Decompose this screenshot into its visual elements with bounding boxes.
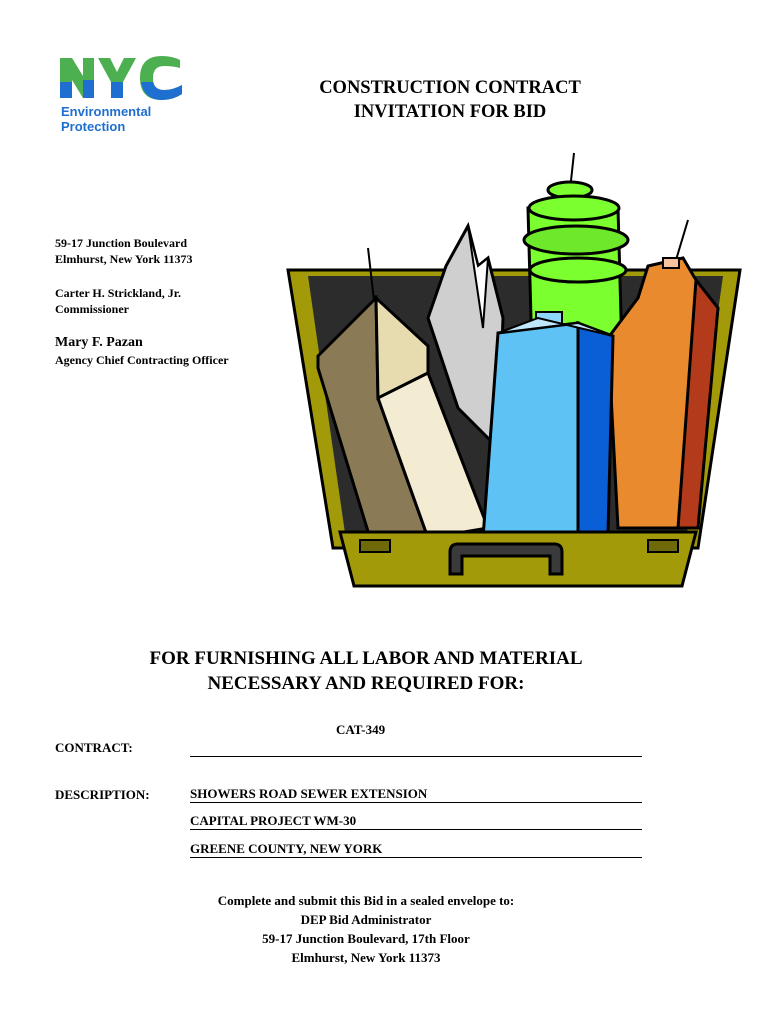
description-line-3: GREENE COUNTY, NEW YORK bbox=[190, 841, 642, 858]
address-block bbox=[55, 235, 193, 267]
blue-skyscraper bbox=[483, 312, 613, 538]
description-line-1: SHOWERS ROAD SEWER EXTENSION bbox=[190, 786, 642, 803]
description-label: DESCRIPTION: bbox=[55, 787, 150, 802]
submit-line-3: 59-17 Junction Boulevard, 17th Floor bbox=[262, 931, 470, 946]
contract-field-line bbox=[190, 740, 642, 757]
commissioner-block bbox=[55, 285, 181, 317]
commissioner-role: Commissioner bbox=[55, 302, 129, 316]
subtitle-line-2: NECESSARY AND REQUIRED FOR: bbox=[207, 673, 525, 694]
contract-number: CAT-349 bbox=[336, 722, 386, 737]
description-line-2: CAPITAL PROJECT WM-30 bbox=[190, 813, 642, 830]
suitcase-front bbox=[340, 532, 696, 586]
officer-role: Agency Chief Contracting Officer bbox=[55, 353, 229, 367]
submit-instructions bbox=[190, 891, 542, 967]
logo-text bbox=[61, 104, 151, 134]
title-line-1: CONSTRUCTION CONTRACT bbox=[319, 78, 581, 98]
submit-line-4: Elmhurst, New York 11373 bbox=[291, 950, 441, 965]
subtitle bbox=[110, 646, 622, 696]
submit-line-2: DEP Bid Administrator bbox=[300, 912, 432, 927]
nyc-logo-mark bbox=[60, 56, 182, 100]
title-line-2: INVITATION FOR BID bbox=[353, 102, 547, 122]
commissioner-name: Carter H. Strickland, Jr. bbox=[55, 286, 181, 300]
logo-line-2: Protection bbox=[61, 119, 126, 134]
officer-name: Mary F. Pazan bbox=[55, 335, 143, 350]
contract-label: CONTRACT: bbox=[55, 740, 133, 755]
subtitle-line-1: FOR FURNISHING ALL LABOR AND MATERIAL bbox=[149, 648, 583, 669]
address-city: Elmhurst, New York 11373 bbox=[55, 252, 193, 266]
officer-block bbox=[55, 334, 229, 368]
address-street: 59-17 Junction Boulevard bbox=[55, 236, 188, 250]
skyscrapers-suitcase-illustration bbox=[278, 148, 748, 598]
submit-line-1: Complete and submit this Bid in a sealed envelope to: bbox=[217, 893, 515, 908]
logo-line-1: Environmental bbox=[61, 104, 152, 119]
page-title bbox=[290, 76, 610, 124]
